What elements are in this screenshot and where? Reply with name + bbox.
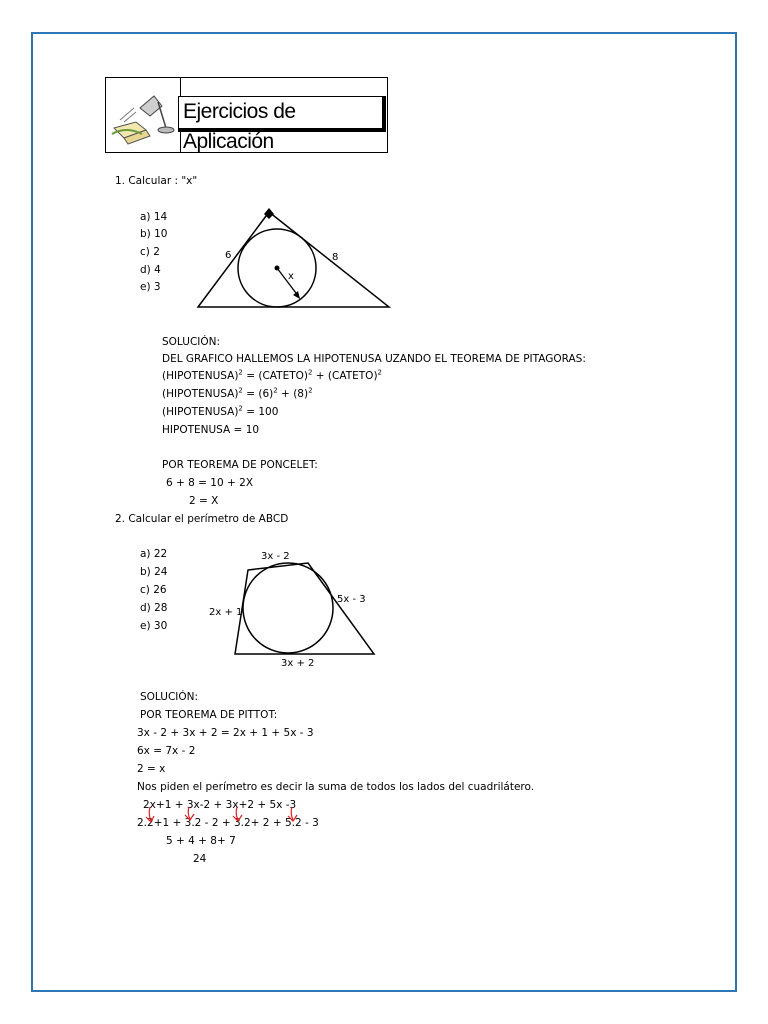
ex1-eq4: HIPOTENUSA = 10	[162, 424, 260, 436]
label-right: 5x - 3	[337, 594, 366, 605]
ex1-eq2: (HIPOTENUSA)$^2$ = $(6)^2 + (8)^2$	[162, 386, 313, 400]
ex1-option: e) 3	[140, 281, 161, 293]
inscribed-circle	[243, 563, 333, 653]
label-top: 3x - 2	[261, 551, 290, 562]
ex1-prompt: 1. Calcular : "x"	[115, 175, 198, 187]
ex2-line: 5 + 4 + 8+ 7	[166, 835, 236, 847]
ex1-option: b) 10	[140, 228, 168, 240]
ex1-poncelet-eq2: 2 = X	[189, 495, 219, 507]
book-and-lamp-icon	[106, 78, 181, 152]
ex2-line: 6x = 7x - 2	[137, 745, 196, 757]
substitution-arrows	[140, 804, 320, 826]
label-x: x	[288, 271, 294, 282]
label-6: 6	[225, 250, 232, 261]
ex2-solution-heading: SOLUCIÓN:	[140, 691, 199, 703]
ex2-line: Nos piden el perímetro es decir la suma de todos los lados del cuadrilátero.	[137, 781, 535, 793]
ex2-line: 2.2+1 + 3.2 - 2 + 3.2+ 2 + 5.2 - 3	[137, 817, 319, 829]
ex2-option: a) 22	[140, 548, 168, 560]
red-arrow-icon	[149, 807, 151, 821]
ex1-poncelet-eq1: 6 + 8 = 10 + 2X	[166, 477, 254, 489]
ex1-poncelet: POR TEOREMA DE PONCELET:	[162, 459, 318, 471]
ex1-solution-heading: SOLUCIÓN:	[162, 336, 221, 348]
ex1-option: d) 4	[140, 264, 161, 276]
label-bottom: 3x + 2	[281, 658, 315, 669]
ex2-result: 24	[193, 853, 207, 865]
ex1-eq1: (HIPOTENUSA)$^2$ = (CATETO)$^2$ + (CATETO)$^2$	[162, 368, 383, 382]
ex2-option: d) 28	[140, 602, 168, 614]
ex2-option: c) 26	[140, 584, 167, 596]
ex2-option: e) 30	[140, 620, 168, 632]
radius-arrowhead	[293, 291, 300, 299]
red-arrow-icon	[188, 807, 190, 819]
label-8: 8	[332, 252, 339, 263]
ex2-line: 2x+1 + 3x-2 + 3x+2 + 5x -3	[143, 799, 297, 811]
ex2-pittot: POR TEOREMA DE PITTOT:	[140, 709, 278, 721]
ex2-line: 2 = x	[137, 763, 166, 775]
ex1-solution-line: DEL GRAFICO HALLEMOS LA HIPOTENUSA UZANDO EL TEOREMA DE PITAGORAS:	[162, 353, 586, 365]
ex1-option: c) 2	[140, 246, 160, 258]
page-title: Ejercicios de Aplicación	[178, 96, 386, 132]
ex2-quadrilateral-figure	[200, 545, 385, 670]
red-arrow-icon	[236, 807, 238, 820]
label-left: 2x + 1	[209, 607, 243, 618]
ex2-option: b) 24	[140, 566, 168, 578]
ex1-eq3: (HIPOTENUSA)$^2$ = 100	[162, 404, 279, 418]
ex1-triangle-figure	[190, 200, 400, 315]
red-arrow-icon	[291, 807, 293, 820]
ex2-line: 3x - 2 + 3x + 2 = 2x + 1 + 5x - 3	[137, 727, 314, 739]
ex2-prompt: 2. Calcular el perímetro de ABCD	[115, 513, 289, 525]
ex1-option: a) 14	[140, 211, 168, 223]
